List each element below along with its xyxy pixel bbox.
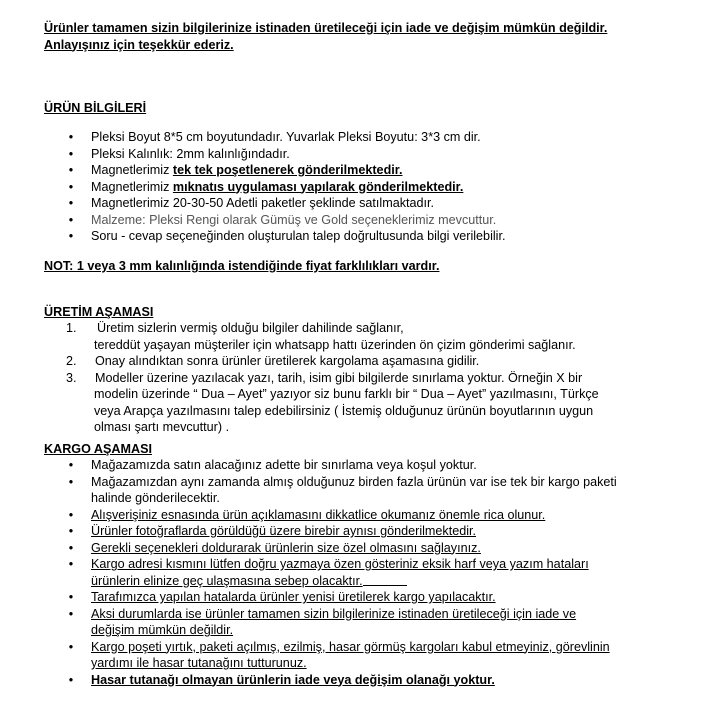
trailing-underline bbox=[363, 573, 407, 586]
notice-line-2: Anlayışınız için teşekkür ederiz. bbox=[44, 37, 234, 52]
list-item: • Pleksi Boyut 8*5 cm boyutundadır. Yuvarlak Pleksi Boyutu: 3*3 cm dir. bbox=[68, 130, 481, 144]
production-list bbox=[44, 320, 694, 436]
list-item: • Aksi durumlarda ise ürünler tamamen sizin bilgilerinize istinaden üretileceği için iade ve değişim mümkün değildir. bbox=[68, 606, 577, 637]
list-item: • Kargo poşeti yırtık, paketi açılmış, ezilmiş, hasar görmüş kargoları kabul etmeyiniz, görevlinin yardımı ile hasar tutanağını tutturunuz. bbox=[68, 639, 610, 670]
list-item: • Hasar tutanağı olmayan ürünlerin iade veya değişim olanağı yoktur. bbox=[68, 672, 495, 687]
list-item: • Alışverişiniz esnasında ürün açıklamasını dikkatlice okumanız önemle rica olunur. bbox=[68, 507, 546, 522]
production-step-3: 3. Modeller üzerine yazılacak yazı, tarih, isim gibi bilgilerde sınırlama yoktur. Örneğin X bir modelin üzerinde “ Dua – Ayet” yazıyor siz bunu farklı bir “ Dua – Ayet” yazılmasını, Türkçe veya Arapça yazılmasını talep edebilirsiniz ( İstemiş olduğunuz ürünün boyutlarının uygun olması şartı mevcuttur) . bbox=[66, 370, 599, 434]
thickness-note: NOT: 1 veya 3 mm kalınlığında istendiğinde fiyat farklılıkları vardır. bbox=[44, 259, 440, 273]
list-item: • Magnetlerimiz tek tek poşetlenerek gönderilmektedir. bbox=[68, 163, 403, 177]
list-item: • Soru - cevap seçeneğinden oluşturulan talep doğrultusunda bilgi verilebilir. bbox=[68, 229, 506, 243]
list-item: • Tarafımızca yapılan hatalarda ürünler yenisi üretilerek kargo yapılacaktır. bbox=[68, 590, 496, 604]
shipping-heading: KARGO AŞAMASI bbox=[44, 442, 152, 456]
list-item: • Gerekli seçenekleri doldurarak ürünlerin size özel olmasını sağlayınız. bbox=[68, 540, 481, 555]
production-heading: ÜRETİM AŞAMASI bbox=[44, 305, 154, 319]
notice-line-1: Ürünler tamamen sizin bilgilerinize istinaden üretileceği için iade ve değişim mümkün değildir. bbox=[44, 21, 608, 35]
list-item: • Kargo adresi kısmını lütfen doğru yazmaya özen gösteriniz eksik harf veya yazım hataları ürünlerin elinize geç ulaşmasına sebep olacaktır. bbox=[68, 557, 589, 588]
shipping-list bbox=[44, 457, 694, 688]
product-info-list bbox=[44, 129, 694, 245]
production-step-2: 2. Onay alındıktan sonra ürünler üretilerek kargolama aşamasına gidilir. bbox=[66, 354, 480, 368]
list-item: • Magnetlerimiz 20-30-50 Adetli paketler şeklinde satılmaktadır. bbox=[68, 196, 435, 210]
product-info-heading: ÜRÜN BİLGİLERİ bbox=[44, 101, 147, 115]
production-step-1: 1. Üretim sizlerin vermiş olduğu bilgiler dahilinde sağlanır, tereddüt yaşayan müşteriler için whatsapp hattı üzerinden ön çizim gönderimi sağlanır. bbox=[66, 321, 576, 352]
list-item: • Magnetlerimiz mıknatıs uygulaması yapılarak gönderilmektedir. bbox=[68, 179, 464, 194]
return-policy-notice bbox=[44, 20, 684, 53]
list-item: • Mağazamızda satın alacağınız adette bir sınırlama veya koşul yoktur. bbox=[68, 458, 477, 472]
list-item: • Ürünler fotoğraflarda görüldüğü üzere birebir aynısı gönderilmektedir. bbox=[68, 524, 477, 538]
list-item: • Mağazamızdan aynı zamanda almış olduğunuz birden fazla ürünün var ise tek bir kargo paketi halinde gönderilecektir. bbox=[68, 474, 617, 505]
list-item: • Pleksi Kalınlık: 2mm kalınlığındadır. bbox=[68, 146, 290, 161]
list-item: • Malzeme: Pleksi Rengi olarak Gümüş ve Gold seçeneklerimiz mevcuttur. bbox=[68, 212, 497, 227]
